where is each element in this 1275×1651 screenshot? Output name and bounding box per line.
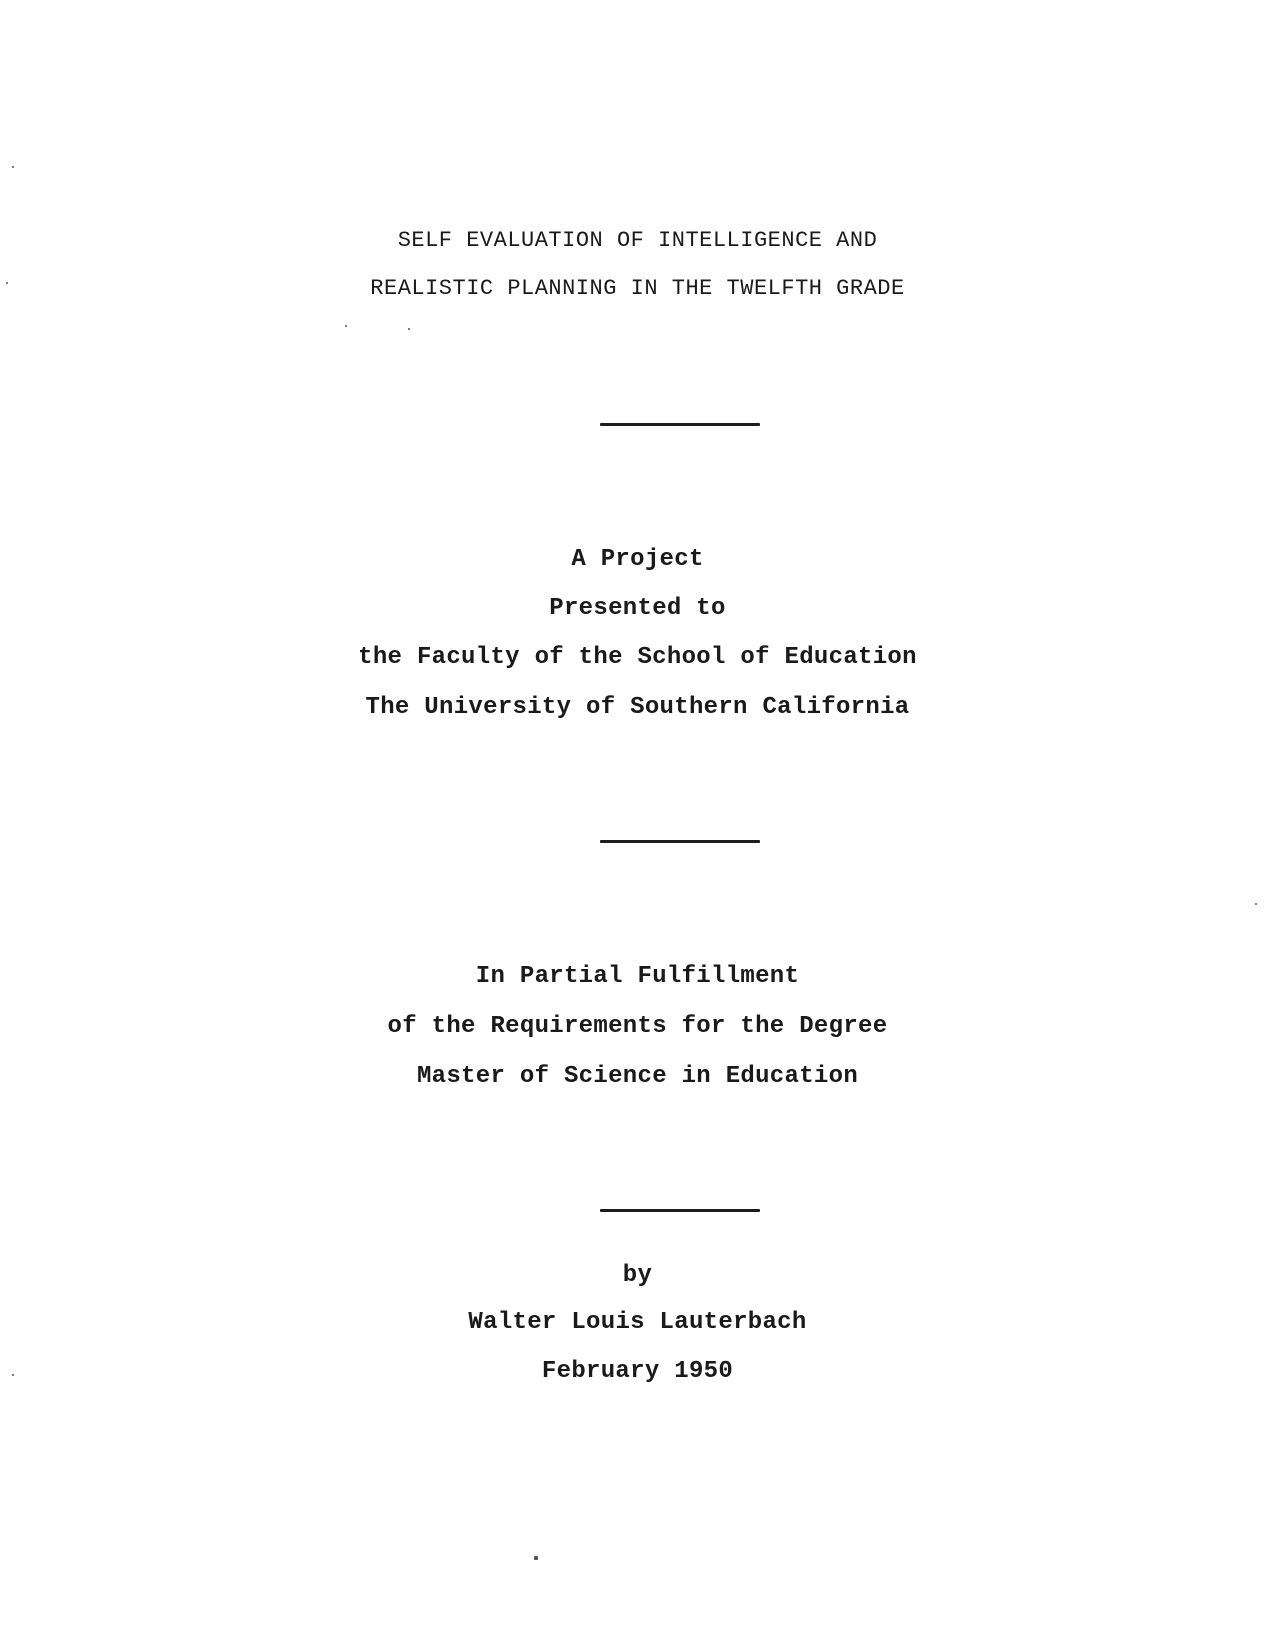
fulfillment-line: In Partial Fulfillment [475,963,800,990]
faculty-line: the Faculty of the School of Education [358,644,917,671]
scan-speck [6,282,8,284]
divider-rule [600,1209,760,1212]
author-name: Walter Louis Lauterbach [468,1309,807,1336]
scan-speck [408,328,410,330]
scan-speck [534,1556,538,1560]
scan-speck [345,325,347,327]
project-label: A Project [571,546,704,573]
presented-to-label: Presented to [549,595,726,622]
degree-line: Master of Science in Education [416,1063,859,1090]
scan-speck [12,166,14,168]
submission-date: February 1950 [541,1358,734,1385]
divider-rule [600,840,760,843]
thesis-title-line-1: SELF EVALUATION OF INTELLIGENCE AND [397,228,878,253]
divider-rule [600,423,760,426]
university-line: The University of Southern California [365,694,910,721]
scan-speck [12,1374,14,1376]
requirements-line: of the Requirements for the Degree [387,1013,888,1040]
thesis-title-line-2: REALISTIC PLANNING IN THE TWELFTH GRADE [370,276,905,301]
scan-speck [1255,903,1257,905]
by-label: by [622,1262,653,1289]
